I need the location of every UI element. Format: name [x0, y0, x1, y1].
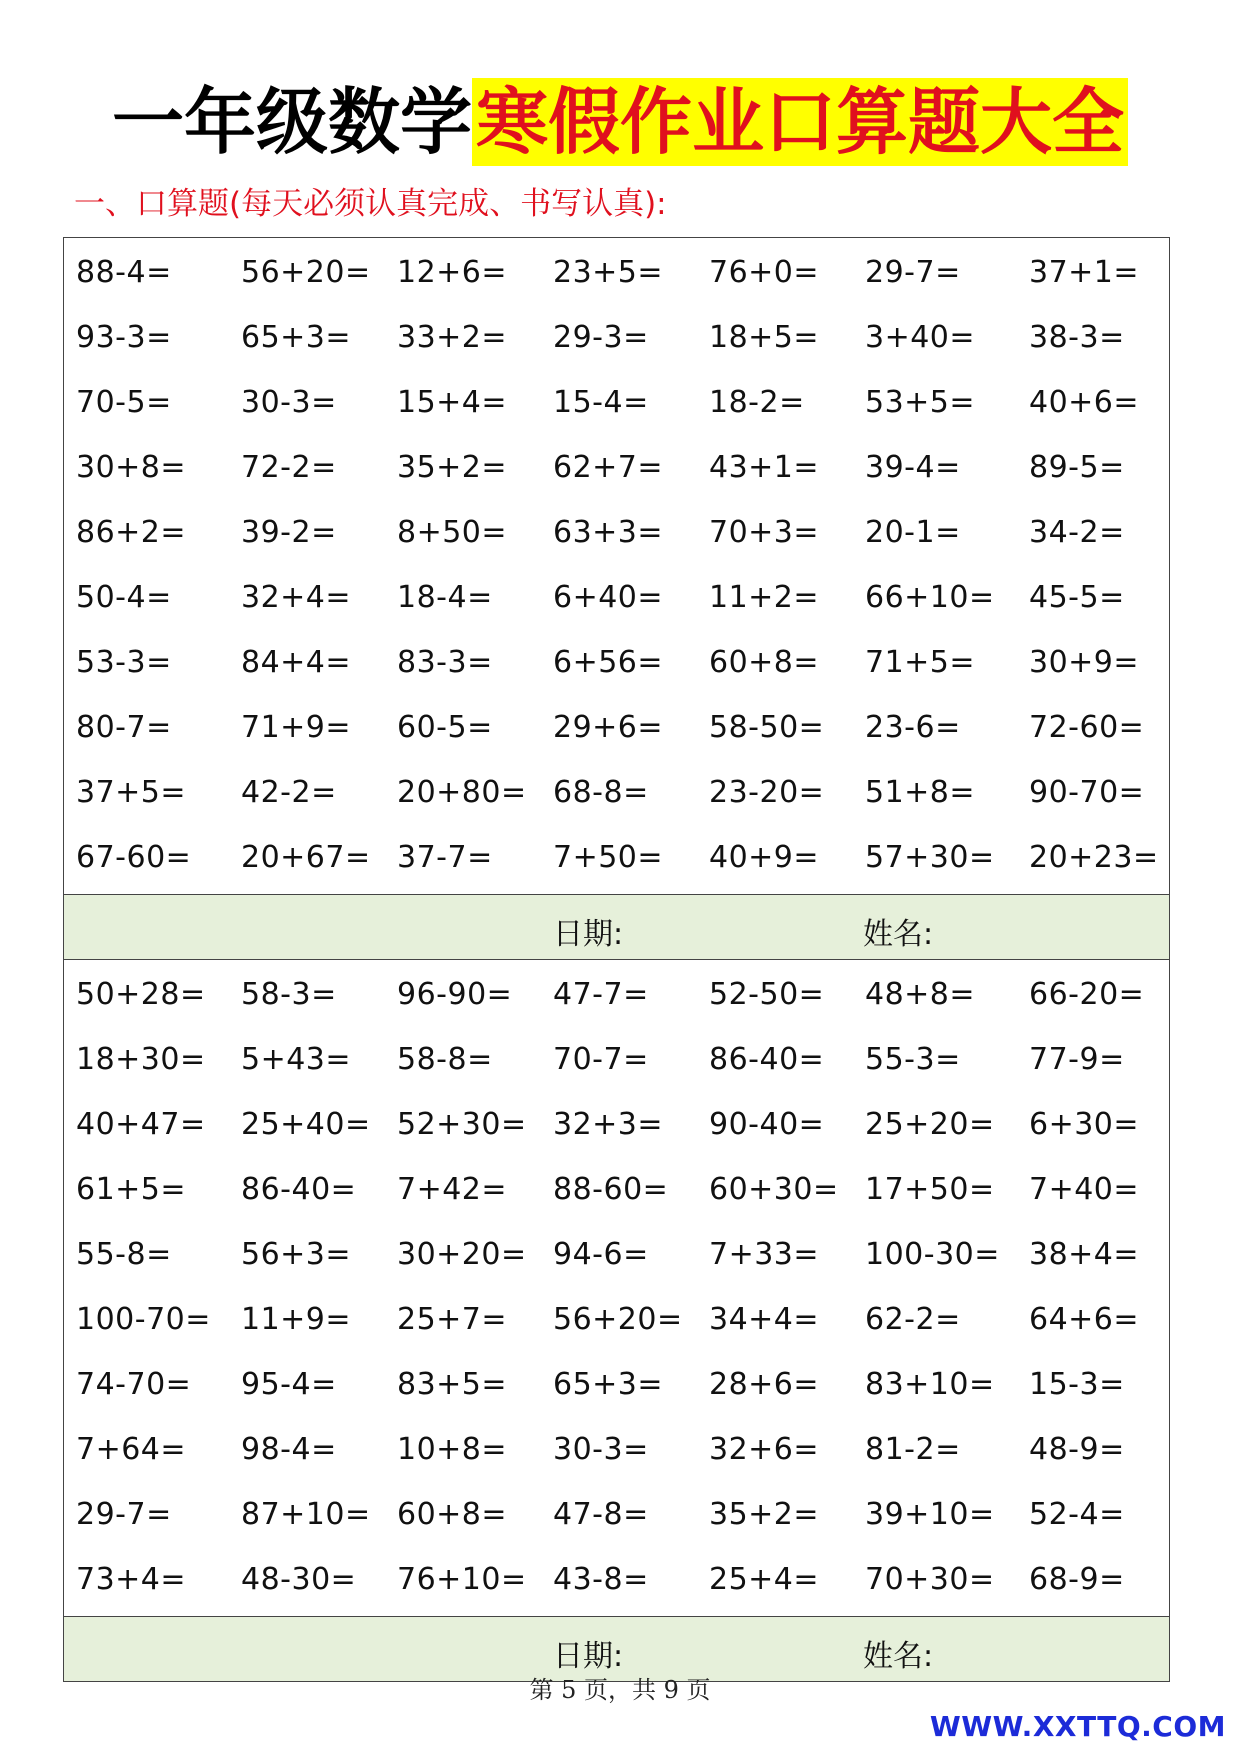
arithmetic-problem: 70+3=: [709, 515, 820, 550]
arithmetic-problem: 37-7=: [397, 840, 493, 875]
arithmetic-problem: 30+9=: [1029, 645, 1140, 680]
problem-row: [64, 435, 1169, 500]
arithmetic-problem: 86-40=: [709, 1042, 825, 1077]
arithmetic-problem: 60+8=: [397, 1497, 508, 1532]
arithmetic-problem: 29-3=: [553, 320, 649, 355]
arithmetic-problem: 6+30=: [1029, 1107, 1140, 1142]
arithmetic-problem: 83-3=: [397, 645, 493, 680]
arithmetic-problem: 89-5=: [1029, 450, 1125, 485]
worksheet: [63, 237, 1170, 1682]
problem-row: [64, 565, 1169, 630]
arithmetic-problem: 56+20=: [553, 1302, 683, 1337]
arithmetic-problem: 70-7=: [553, 1042, 649, 1077]
arithmetic-problem: 29+6=: [553, 710, 664, 745]
arithmetic-problem: 15+4=: [397, 385, 508, 420]
arithmetic-problem: 47-8=: [553, 1497, 649, 1532]
arithmetic-problem: 62-2=: [865, 1302, 961, 1337]
arithmetic-problem: 72-2=: [241, 450, 337, 485]
arithmetic-problem: 71+9=: [241, 710, 352, 745]
problem-row: [64, 1222, 1169, 1287]
arithmetic-problem: 20+23=: [1029, 840, 1159, 875]
arithmetic-problem: 94-6=: [553, 1237, 649, 1272]
arithmetic-problem: 52+30=: [397, 1107, 527, 1142]
problem-row: [64, 305, 1169, 370]
arithmetic-problem: 83+5=: [397, 1367, 508, 1402]
arithmetic-problem: 39-4=: [865, 450, 961, 485]
arithmetic-problem: 18-4=: [397, 580, 493, 615]
problem-row: [64, 1092, 1169, 1157]
page-title: [0, 72, 1240, 172]
arithmetic-problem: 7+64=: [76, 1432, 187, 1467]
arithmetic-problem: 3+40=: [865, 320, 976, 355]
arithmetic-problem: 30+20=: [397, 1237, 527, 1272]
arithmetic-problem: 39+10=: [865, 1497, 995, 1532]
arithmetic-problem: 10+8=: [397, 1432, 508, 1467]
problem-row: [64, 1352, 1169, 1417]
problem-row: [64, 1417, 1169, 1482]
page-number: 第 5 页，共 9 页: [529, 1676, 711, 1704]
arithmetic-problem: 48-9=: [1029, 1432, 1125, 1467]
arithmetic-problem: 38-3=: [1029, 320, 1125, 355]
arithmetic-problem: 23-6=: [865, 710, 961, 745]
arithmetic-problem: 100-70=: [76, 1302, 211, 1337]
arithmetic-problem: 60+8=: [709, 645, 820, 680]
arithmetic-problem: 20-1=: [865, 515, 961, 550]
arithmetic-problem: 11+9=: [241, 1302, 352, 1337]
arithmetic-problem: 66-20=: [1029, 977, 1145, 1012]
arithmetic-problem: 88-4=: [76, 255, 172, 290]
problem-row: [64, 370, 1169, 435]
arithmetic-problem: 6+40=: [553, 580, 664, 615]
arithmetic-problem: 30+8=: [76, 450, 187, 485]
arithmetic-problem: 100-30=: [865, 1237, 1000, 1272]
arithmetic-problem: 25+40=: [241, 1107, 371, 1142]
arithmetic-problem: 65+3=: [553, 1367, 664, 1402]
arithmetic-problem: 90-40=: [709, 1107, 825, 1142]
arithmetic-problem: 65+3=: [241, 320, 352, 355]
footer-band-1: [64, 894, 1169, 960]
arithmetic-problem: 48-30=: [241, 1562, 357, 1597]
arithmetic-problem: 42-2=: [241, 775, 337, 810]
arithmetic-problem: 37+1=: [1029, 255, 1140, 290]
arithmetic-problem: 98-4=: [241, 1432, 337, 1467]
arithmetic-problem: 29-7=: [76, 1497, 172, 1532]
arithmetic-problem: 28+6=: [709, 1367, 820, 1402]
arithmetic-problem: 53-3=: [76, 645, 172, 680]
arithmetic-problem: 50-4=: [76, 580, 172, 615]
arithmetic-problem: 18-2=: [709, 385, 805, 420]
date-label: 日期:: [553, 1639, 624, 1674]
arithmetic-problem: 35+2=: [397, 450, 508, 485]
arithmetic-problem: 68-9=: [1029, 1562, 1125, 1597]
arithmetic-problem: 70+30=: [865, 1562, 995, 1597]
problem-row: [64, 240, 1169, 305]
name-label: 姓名:: [863, 1639, 934, 1674]
problem-row: [64, 1482, 1169, 1547]
arithmetic-problem: 60+30=: [709, 1172, 839, 1207]
arithmetic-problem: 80-7=: [76, 710, 172, 745]
arithmetic-problem: 39-2=: [241, 515, 337, 550]
arithmetic-problem: 7+50=: [553, 840, 664, 875]
problem-row: [64, 825, 1169, 890]
arithmetic-problem: 74-70=: [76, 1367, 192, 1402]
arithmetic-problem: 15-4=: [553, 385, 649, 420]
arithmetic-problem: 17+50=: [865, 1172, 995, 1207]
arithmetic-problem: 58-50=: [709, 710, 825, 745]
arithmetic-problem: 23+5=: [553, 255, 664, 290]
problem-block-1: [64, 238, 1169, 894]
arithmetic-problem: 5+43=: [241, 1042, 352, 1077]
arithmetic-problem: 58-8=: [397, 1042, 493, 1077]
arithmetic-problem: 86+2=: [76, 515, 187, 550]
problem-row: [64, 1287, 1169, 1352]
arithmetic-problem: 15-3=: [1029, 1367, 1125, 1402]
arithmetic-problem: 52-4=: [1029, 1497, 1125, 1532]
arithmetic-problem: 61+5=: [76, 1172, 187, 1207]
arithmetic-problem: 77-9=: [1029, 1042, 1125, 1077]
title-part-highlight: 寒假作业口算题大全: [472, 78, 1128, 166]
arithmetic-problem: 47-7=: [553, 977, 649, 1012]
problem-block-2: [64, 960, 1169, 1616]
watermark-url: WWW.XXTTQ.COM: [929, 1710, 1226, 1743]
arithmetic-problem: 67-60=: [76, 840, 192, 875]
arithmetic-problem: 56+3=: [241, 1237, 352, 1272]
arithmetic-problem: 72-60=: [1029, 710, 1145, 745]
arithmetic-problem: 11+2=: [709, 580, 820, 615]
arithmetic-problem: 30-3=: [241, 385, 337, 420]
arithmetic-problem: 43+1=: [709, 450, 820, 485]
problem-row: [64, 1157, 1169, 1222]
arithmetic-problem: 83+10=: [865, 1367, 995, 1402]
arithmetic-problem: 52-50=: [709, 977, 825, 1012]
arithmetic-problem: 40+6=: [1029, 385, 1140, 420]
arithmetic-problem: 40+47=: [76, 1107, 206, 1142]
arithmetic-problem: 43-8=: [553, 1562, 649, 1597]
name-label: 姓名:: [863, 917, 934, 952]
arithmetic-problem: 71+5=: [865, 645, 976, 680]
arithmetic-problem: 51+8=: [865, 775, 976, 810]
arithmetic-problem: 76+0=: [709, 255, 820, 290]
arithmetic-problem: 23-20=: [709, 775, 825, 810]
arithmetic-problem: 25+7=: [397, 1302, 508, 1337]
arithmetic-problem: 12+6=: [397, 255, 508, 290]
arithmetic-problem: 50+28=: [76, 977, 206, 1012]
section-heading: 一、口算题(每天必须认真完成、书写认真):: [74, 186, 667, 222]
arithmetic-problem: 25+4=: [709, 1562, 820, 1597]
arithmetic-problem: 96-90=: [397, 977, 513, 1012]
arithmetic-problem: 93-3=: [76, 320, 172, 355]
arithmetic-problem: 18+30=: [76, 1042, 206, 1077]
arithmetic-problem: 38+4=: [1029, 1237, 1140, 1272]
arithmetic-problem: 35+2=: [709, 1497, 820, 1532]
arithmetic-problem: 58-3=: [241, 977, 337, 1012]
arithmetic-problem: 48+8=: [865, 977, 976, 1012]
arithmetic-problem: 88-60=: [553, 1172, 669, 1207]
arithmetic-problem: 53+5=: [865, 385, 976, 420]
title-part-grade: 一年级数学: [111, 80, 472, 164]
arithmetic-problem: 33+2=: [397, 320, 508, 355]
arithmetic-problem: 55-8=: [76, 1237, 172, 1272]
problem-row: [64, 500, 1169, 565]
arithmetic-problem: 62+7=: [553, 450, 664, 485]
arithmetic-problem: 55-3=: [865, 1042, 961, 1077]
problem-row: [64, 695, 1169, 760]
arithmetic-problem: 20+67=: [241, 840, 371, 875]
arithmetic-problem: 34+4=: [709, 1302, 820, 1337]
arithmetic-problem: 37+5=: [76, 775, 187, 810]
arithmetic-problem: 25+20=: [865, 1107, 995, 1142]
arithmetic-problem: 81-2=: [865, 1432, 961, 1467]
arithmetic-problem: 64+6=: [1029, 1302, 1140, 1337]
problem-row: [64, 760, 1169, 825]
arithmetic-problem: 34-2=: [1029, 515, 1125, 550]
arithmetic-problem: 6+56=: [553, 645, 664, 680]
arithmetic-problem: 56+20=: [241, 255, 371, 290]
arithmetic-problem: 73+4=: [76, 1562, 187, 1597]
arithmetic-problem: 7+40=: [1029, 1172, 1140, 1207]
arithmetic-problem: 57+30=: [865, 840, 995, 875]
arithmetic-problem: 90-70=: [1029, 775, 1145, 810]
arithmetic-problem: 32+4=: [241, 580, 352, 615]
arithmetic-problem: 66+10=: [865, 580, 995, 615]
date-label: 日期:: [553, 917, 624, 952]
problem-row: [64, 1027, 1169, 1092]
arithmetic-problem: 63+3=: [553, 515, 664, 550]
arithmetic-problem: 30-3=: [553, 1432, 649, 1467]
arithmetic-problem: 87+10=: [241, 1497, 371, 1532]
arithmetic-problem: 18+5=: [709, 320, 820, 355]
arithmetic-problem: 7+33=: [709, 1237, 820, 1272]
arithmetic-problem: 40+9=: [709, 840, 820, 875]
arithmetic-problem: 45-5=: [1029, 580, 1125, 615]
arithmetic-problem: 32+6=: [709, 1432, 820, 1467]
arithmetic-problem: 29-7=: [865, 255, 961, 290]
arithmetic-problem: 70-5=: [76, 385, 172, 420]
arithmetic-problem: 86-40=: [241, 1172, 357, 1207]
arithmetic-problem: 68-8=: [553, 775, 649, 810]
arithmetic-problem: 32+3=: [553, 1107, 664, 1142]
arithmetic-problem: 84+4=: [241, 645, 352, 680]
problem-row: [64, 1547, 1169, 1612]
arithmetic-problem: 95-4=: [241, 1367, 337, 1402]
arithmetic-problem: 76+10=: [397, 1562, 527, 1597]
problem-row: [64, 962, 1169, 1027]
arithmetic-problem: 7+42=: [397, 1172, 508, 1207]
problem-row: [64, 630, 1169, 695]
arithmetic-problem: 60-5=: [397, 710, 493, 745]
arithmetic-problem: 8+50=: [397, 515, 508, 550]
arithmetic-problem: 20+80=: [397, 775, 527, 810]
